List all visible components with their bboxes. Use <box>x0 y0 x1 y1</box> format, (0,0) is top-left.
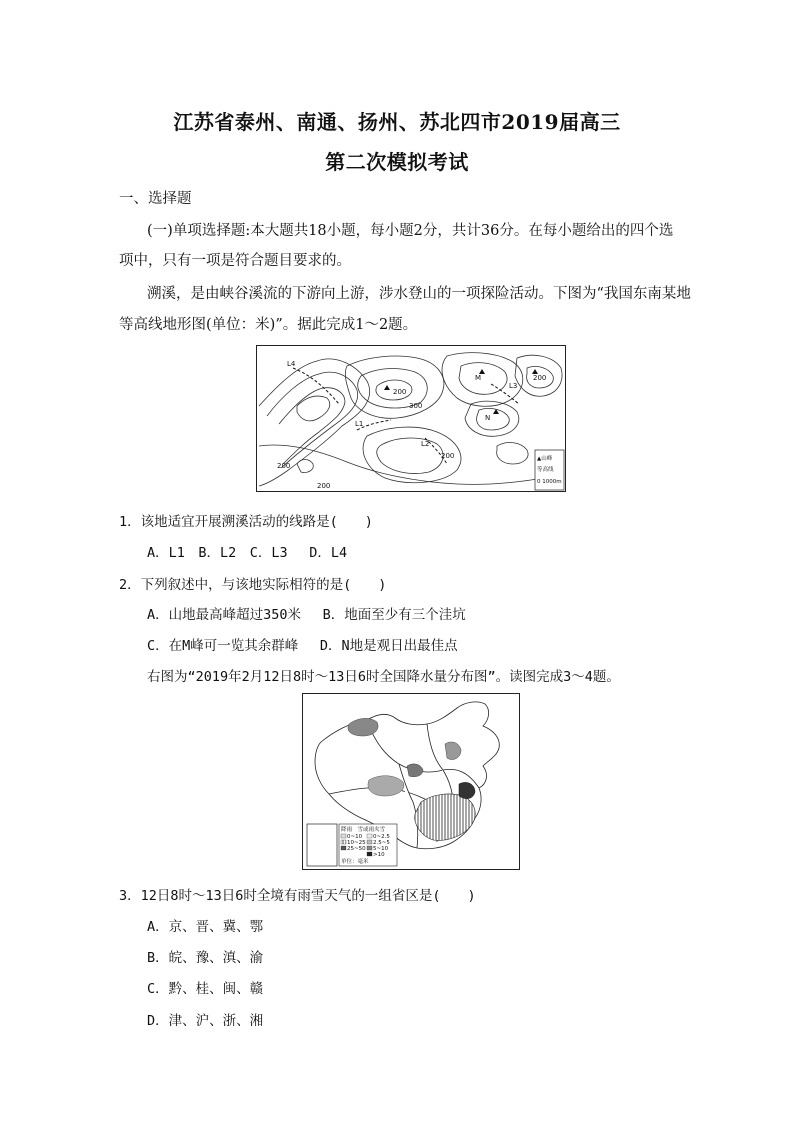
rain-area-south <box>415 794 475 840</box>
route-l4-path <box>293 368 339 404</box>
contour-line <box>477 408 510 430</box>
south-china-sea-inset <box>307 824 337 866</box>
contour-value-label: 200 <box>277 462 291 470</box>
contour-value-label: 200 <box>533 374 547 382</box>
snow-area-plateau <box>368 776 404 796</box>
contour-line <box>259 359 370 486</box>
map-legend <box>535 450 564 490</box>
exam-subtitle: 第二次模拟考试 <box>325 150 469 174</box>
contour-line <box>267 372 358 468</box>
snow-area-north <box>348 718 378 736</box>
precipitation-map-svg <box>303 694 519 869</box>
contour-value-label: 200 <box>317 482 331 490</box>
peak-icon <box>384 385 390 390</box>
question-3-option-c: C．黔、桂、闽、赣 <box>147 981 264 997</box>
contour-line <box>377 438 443 474</box>
question-3-stem: 3．12日8时～13日6时全境有雨雪天气的一组省区是( ) <box>119 888 476 904</box>
depression-contour <box>297 460 313 473</box>
contour-map-svg <box>257 346 565 491</box>
peak-icon <box>532 369 538 374</box>
contour-map-figure <box>256 345 566 492</box>
question-3-option-d: D．津、沪、浙、湘 <box>147 1013 264 1029</box>
passage-1-line-1: 溯溪，是由峡谷溪流的下游向上游，涉水登山的一项探险活动。下图为“我国东南某地 <box>147 286 691 302</box>
precipitation-legend <box>339 824 397 866</box>
legend-rain-1: 0~10 <box>347 834 363 840</box>
route-label-l1: L1 <box>355 420 364 428</box>
contour-line <box>497 443 528 464</box>
peak-label-m: M <box>475 374 482 382</box>
legend-snow-1: 0~2.5 <box>373 834 390 840</box>
legend-rain-2: 10~25 <box>347 840 366 846</box>
exam-title: 江苏省泰州、南通、扬州、苏北四市2019届高三 <box>173 110 621 134</box>
passage-1-line-2: 等高线地形图(单位：米)”。据此完成1～2题。 <box>119 317 418 333</box>
contour-value-label: 200 <box>441 452 455 460</box>
route-label-l2: L2 <box>421 440 430 448</box>
instructions-line-1: (一)单项选择题:本大题共18小题，每小题2分，共计36分。在每小题给出的四个选 <box>147 223 674 239</box>
instructions-line-2: 项中，只有一项是符合题目要求的。 <box>119 253 351 269</box>
section-heading: 一、选择题 <box>119 191 192 207</box>
question-2-stem: 2．下列叙述中，与该地实际相符的是( ) <box>119 577 387 593</box>
legend-contour-label: 等高线 <box>537 467 554 473</box>
precipitation-map-figure <box>302 693 520 870</box>
legend-snow-2: 2.5~5 <box>373 840 390 846</box>
contour-line <box>259 445 563 484</box>
legend-unit: 单位：毫米 <box>341 859 369 865</box>
contour-value-label: 200 <box>393 388 407 396</box>
legend-peak-label: ▲山峰 <box>537 456 553 462</box>
peak-label-n: N <box>485 414 491 422</box>
question-2-options-line-1: A．山地最高峰超过350米 B．地面至少有三个洼坑 <box>147 607 466 623</box>
question-2-options-line-2: C．在M峰可一览其余群峰 D．N地是观日出最佳点 <box>147 638 458 654</box>
question-1-stem: 1．该地适宜开展溯溪活动的线路是( ) <box>119 514 373 530</box>
legend-scale-label: 0 1000m <box>537 479 562 485</box>
contour-line <box>465 401 519 436</box>
legend-snow-4: >10 <box>373 852 385 858</box>
legend-snow-3: 5~10 <box>373 846 389 852</box>
route-label-l3: L3 <box>509 382 518 390</box>
question-3-option-a: A．京、晋、冀、鄂 <box>147 919 264 935</box>
legend-rain-3: 25~50 <box>347 846 366 852</box>
passage-2-line-1: 右图为“2019年2月12日8时～13日6时全国降水量分布图”。读图完成3～4题。 <box>147 669 620 685</box>
route-label-l4: L4 <box>287 360 296 368</box>
question-3-option-b: B．皖、豫、滇、渝 <box>147 950 264 966</box>
peak-m-icon <box>479 369 485 374</box>
legend-title: 降雨 雪或雨夹雪 <box>341 827 386 833</box>
question-1-options: A．L1 B．L2 C．L3 D．L4 <box>147 545 348 561</box>
contour-line <box>442 353 523 407</box>
contour-value-label: 300 <box>409 402 423 410</box>
